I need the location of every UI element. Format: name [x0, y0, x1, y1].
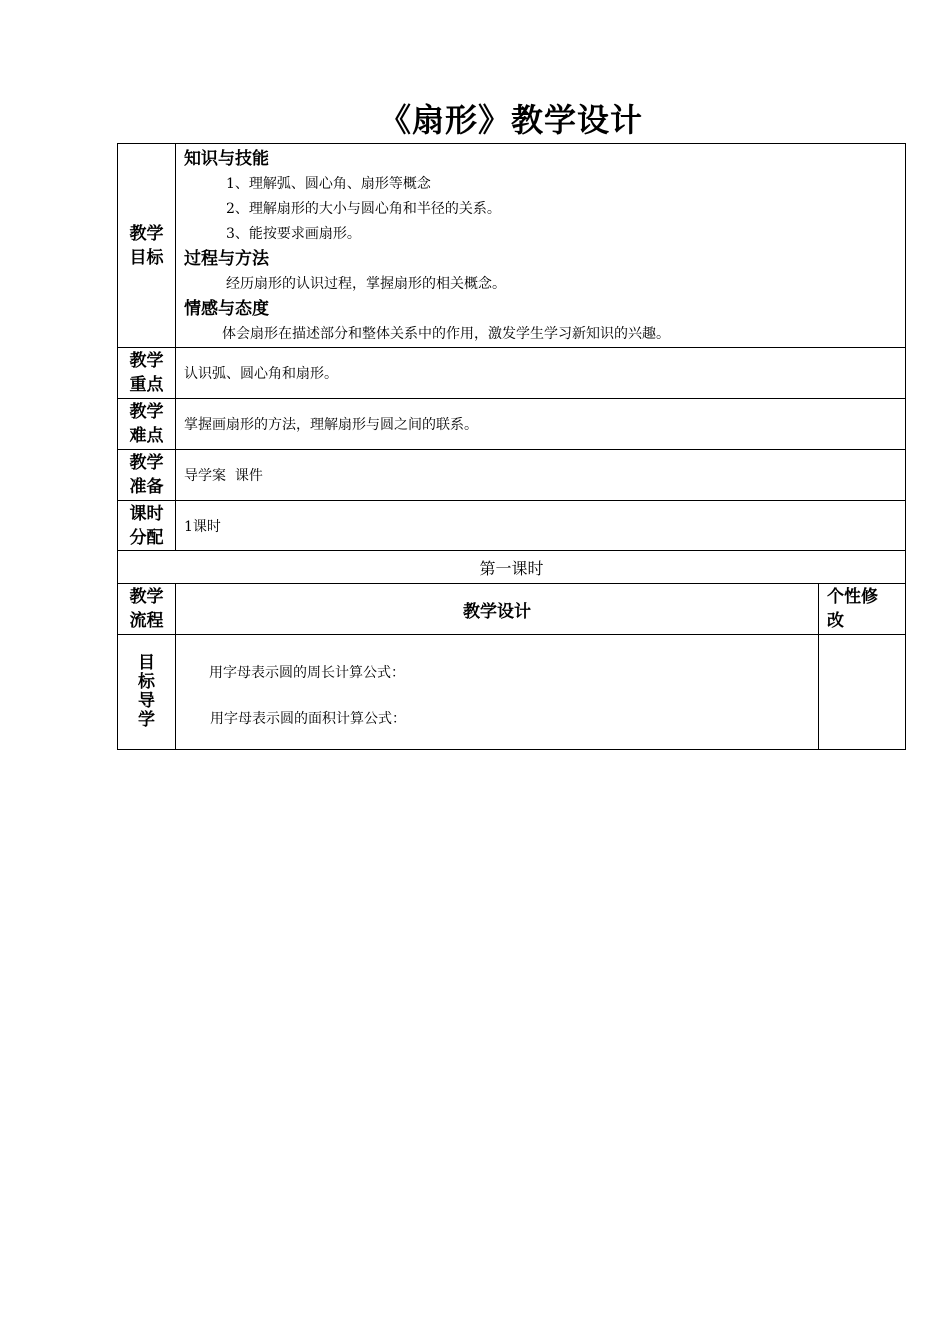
key-points-text: 认识弧、圆心角和扇形。 — [176, 348, 906, 399]
lesson-heading: 第一课时 — [118, 551, 906, 584]
preparation-row — [118, 450, 906, 501]
knowledge-item: 2、理解扇形的大小与圆心角和半径的关系。 — [226, 201, 501, 217]
lesson-plan-table — [117, 143, 906, 750]
process-heading: 过程与方法 — [184, 249, 269, 269]
objectives-label: 教学 目标 — [118, 144, 176, 348]
difficulties-row — [118, 399, 906, 450]
page-title: 《扇形》教学设计 — [378, 101, 643, 139]
preparation-text: 导学案 课件 — [176, 450, 906, 501]
process-label: 教学 流程 — [118, 584, 176, 635]
note-label: 个性修 改 — [819, 584, 906, 635]
time-allocation-row — [118, 501, 906, 551]
key-points-row — [118, 348, 906, 399]
knowledge-item: 1、理解弧、圆心角、扇形等概念 — [226, 176, 431, 192]
flow-header-row — [118, 584, 906, 635]
emotion-heading: 情感与态度 — [184, 299, 269, 319]
preparation-label: 教学 准备 — [118, 450, 176, 501]
area-formula-prompt: 用字母表示圆的面积计算公式： — [210, 711, 406, 727]
difficulties-text: 掌握画扇形的方法，理解扇形与圆之间的联系。 — [176, 399, 906, 450]
knowledge-item: 3、能按要求画扇形。 — [226, 226, 361, 242]
circumference-formula-prompt: 用字母表示圆的周长计算公式： — [209, 665, 405, 681]
objectives-row — [118, 144, 906, 348]
time-allocation-text: 1课时 — [176, 501, 906, 551]
design-label: 教学设计 — [176, 584, 819, 635]
goal-guide-notes — [819, 635, 906, 750]
knowledge-heading: 知识与技能 — [184, 149, 269, 169]
difficulties-label: 教学 难点 — [118, 399, 176, 450]
time-allocation-label: 课时 分配 — [118, 501, 176, 551]
goal-guide-row — [118, 635, 906, 750]
objectives-content — [176, 144, 906, 348]
goal-guide-label: 目 标 导 学 — [118, 635, 176, 750]
goal-guide-content — [176, 635, 819, 750]
key-points-label: 教学 重点 — [118, 348, 176, 399]
lesson-heading-row — [118, 551, 906, 584]
emotion-text: 体会扇形在描述部分和整体关系中的作用，激发学生学习新知识的兴趣。 — [222, 326, 670, 342]
process-text: 经历扇形的认识过程，掌握扇形的相关概念。 — [226, 276, 506, 292]
